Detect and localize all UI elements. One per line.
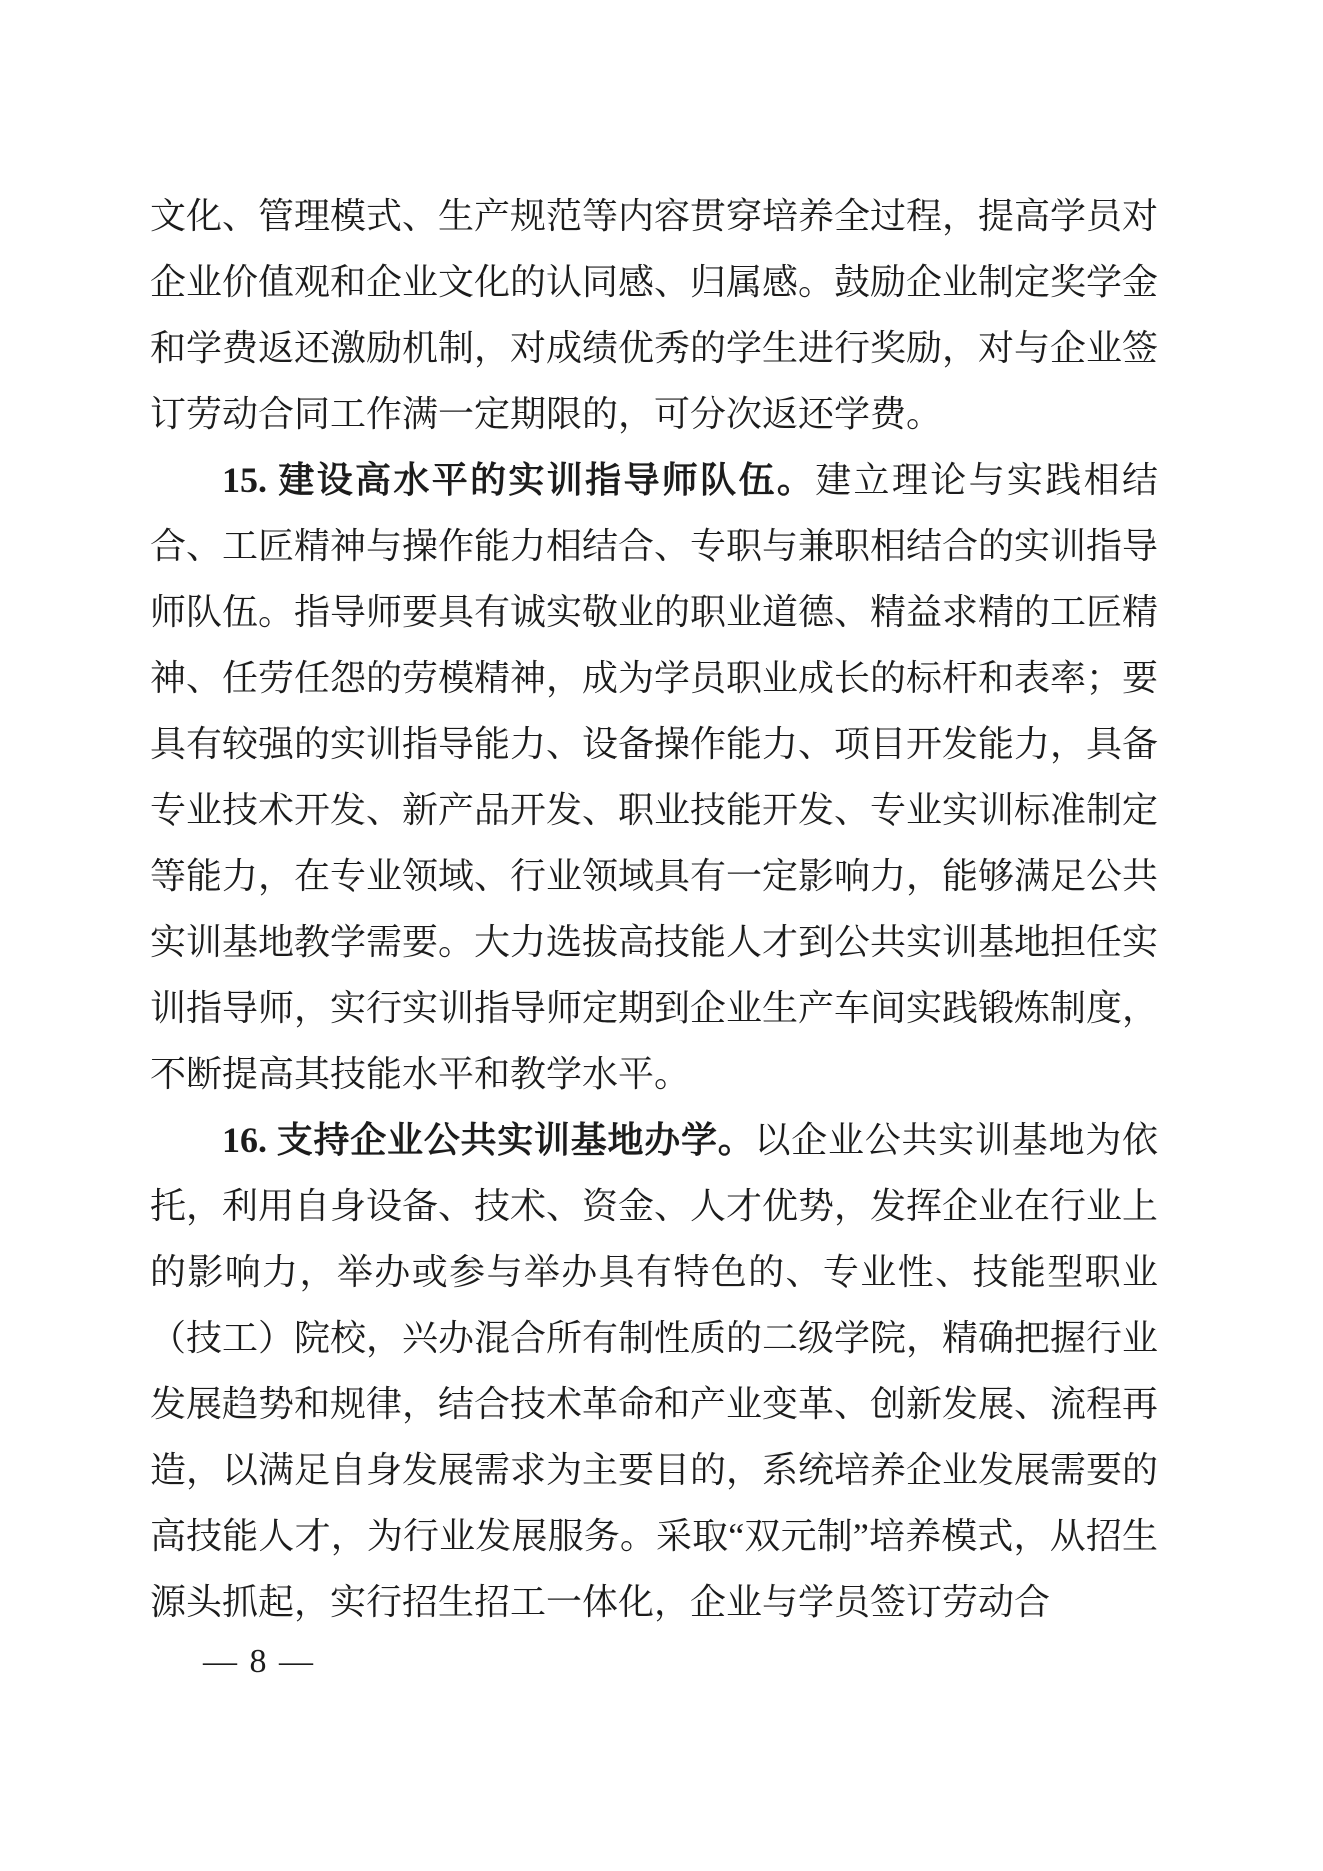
page-number: — 8 — <box>203 1643 315 1680</box>
paragraph-item-16 <box>150 1107 1158 1635</box>
paragraph-item-16-text: 以企业公共实训基地为依托，利用自身设备、技术、资金、人才优势，发挥企业在行业上的影响力，举办或参与举办具有特色的、专业性、技能型职业（技工）院校，兴办混合所有制性质的二级学院，精确把握行业发展趋势和规律，结合技术革命和产业变革、创新发展、流程再造，以满足自身发展需求为主要目的，系统培养企业发展需要的高技能人才，为行业发展服务。采取“双元制”培养模式，从招生源头抓起，实行招生招工一体化，企业与学员签订劳动合 <box>150 1120 1159 1622</box>
paragraph-continuation-text: 文化、管理模式、生产规范等内容贯穿培养全过程，提高学员对企业价值观和企业文化的认同感、归属感。鼓励企业制定奖学金和学费返还激励机制，对成绩优秀的学生进行奖励，对与企业签订劳动合同工作满一定期限的，可分次返还学费。 <box>150 196 1159 434</box>
paragraph-item-15-text: 建立理论与实践相结合、工匠精神与操作能力相结合、专职与兼职相结合的实训指导师队伍。指导师要具有诚实敬业的职业道德、精益求精的工匠精神、任劳任怨的劳模精神，成为学员职业成长的标杆和表率；要具有较强的实训指导能力、设备操作能力、项目开发能力，具备专业技术开发、新产品开发、职业技能开发、专业实训标准制定等能力，在专业领域、行业领域具有一定影响力，能够满足公共实训基地教学需要。大力选拔高技能人才到公共实训基地担任实训指导师，实行实训指导师定期到企业生产车间实践锻炼制度，不断提高其技能水平和教学水平。 <box>150 460 1159 1094</box>
paragraph-continuation <box>150 183 1158 447</box>
paragraph-item-15-heading: 15. 建设高水平的实训指导师队伍。 <box>222 460 816 500</box>
paragraph-item-15 <box>150 447 1158 1107</box>
document-body <box>150 183 1158 1635</box>
paragraph-item-16-heading: 16. 支持企业公共实训基地办学。 <box>222 1120 755 1160</box>
